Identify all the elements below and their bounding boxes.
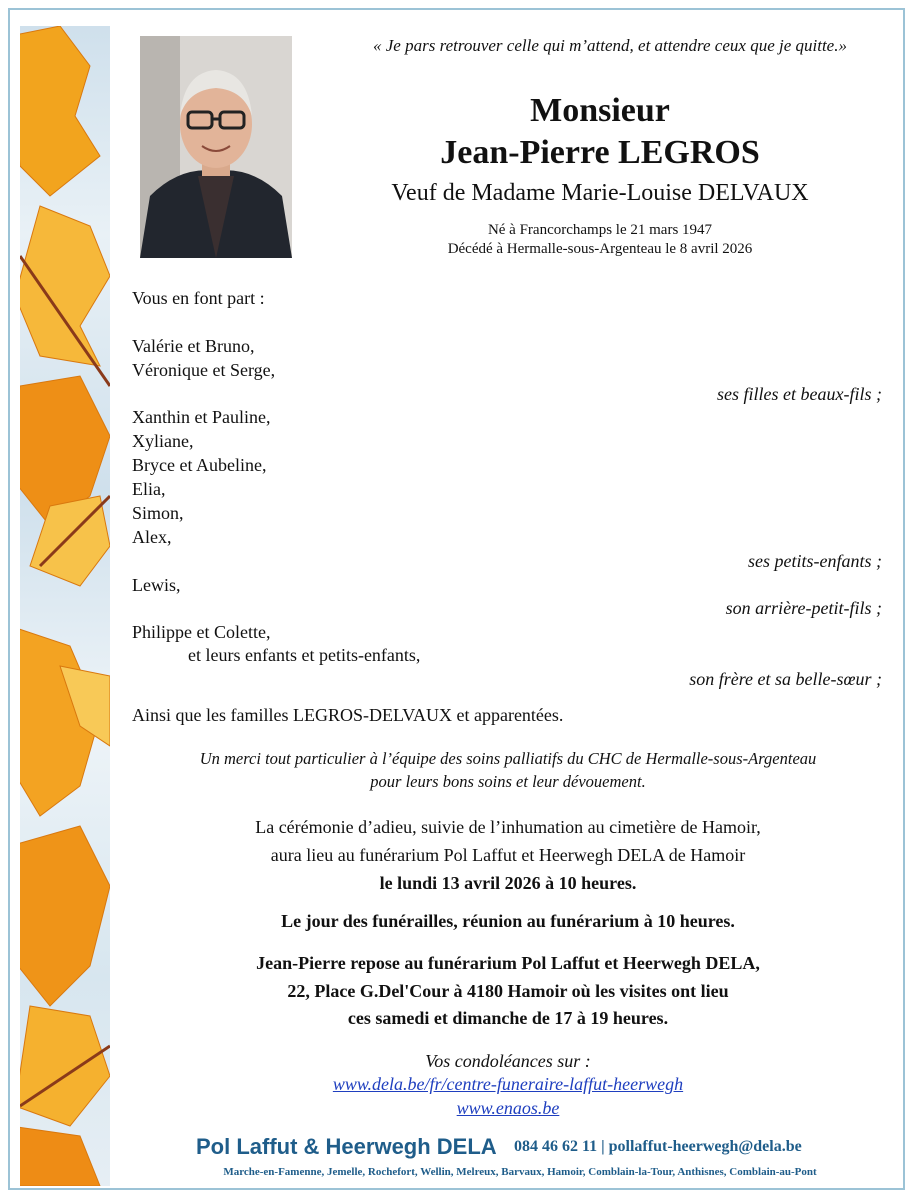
- relation-label: son arrière-petit-fils ;: [725, 598, 882, 618]
- family-line: Xanthin et Pauline,: [132, 407, 271, 427]
- deceased-name: Jean-Pierre LEGROS: [440, 134, 760, 171]
- condolences-link-enaos[interactable]: www.enaos.be: [456, 1098, 560, 1118]
- condolences-link-dela[interactable]: www.dela.be/fr/centre-funeraire-laffut-heerwegh: [332, 1074, 684, 1094]
- relation-label: ses filles et beaux-fils ;: [717, 384, 882, 404]
- family-line: Xyliane,: [132, 431, 194, 451]
- family-line: Philippe et Colette,: [132, 622, 271, 642]
- epitaph-quote: « Je pars retrouver celle qui m’attend, et attendre ceux que je quitte.»: [373, 36, 847, 55]
- ceremony-line: La cérémonie d’adieu, suivie de l’inhumation au cimetière de Hamoir,: [255, 817, 761, 837]
- autumn-leaves-strip: [20, 26, 110, 1186]
- relation-label: ses petits-enfants ;: [748, 551, 882, 571]
- meeting-line: Le jour des funérailles, réunion au funérarium à 10 heures.: [281, 911, 735, 931]
- visit-line: 22, Place G.Del'Cour à 4180 Hamoir où les visites ont lieu: [287, 981, 729, 1001]
- relation-label: son frère et sa belle-sœur ;: [689, 669, 882, 689]
- family-line: Alex,: [132, 527, 172, 547]
- portrait-photo: [140, 36, 292, 258]
- family-line: Bryce et Aubeline,: [132, 455, 267, 475]
- family-line: Valérie et Bruno,: [132, 336, 255, 356]
- honorific: Monsieur: [530, 92, 670, 129]
- funeral-home-locations: Marche-en-Famenne, Jemelle, Rochefort, Wellin, Melreux, Barvaux, Hamoir, Comblain-la-Tour, Anthisnes, Comblain-au-Pont: [223, 1166, 817, 1178]
- ceremony-line: aura lieu au funérarium Pol Laffut et Heerwegh DELA de Hamoir: [270, 845, 746, 865]
- thanks-line: pour leurs bons soins et leur dévouement.: [370, 772, 646, 791]
- condolences-label: Vos condoléances sur :: [425, 1051, 591, 1071]
- family-line: Elia,: [132, 479, 166, 499]
- visit-line: ces samedi et dimanche de 17 à 19 heures.: [347, 1008, 669, 1028]
- intro-line: Vous en font part :: [132, 288, 265, 308]
- family-line: Simon,: [132, 503, 184, 523]
- family-line: Lewis,: [132, 575, 181, 595]
- family-line: et leurs enfants et petits-enfants,: [188, 645, 421, 665]
- thanks-line: Un merci tout particulier à l’équipe des soins palliatifs du CHC de Hermalle-sous-Argenteau: [199, 749, 817, 768]
- families-line: Ainsi que les familles LEGROS-DELVAUX et apparentées.: [132, 705, 564, 725]
- family-line: Véronique et Serge,: [132, 360, 276, 380]
- funeral-home-logo: Pol Laffut & Heerwegh DELA: [196, 1134, 497, 1159]
- visit-line: Jean-Pierre repose au funérarium Pol Laffut et Heerwegh DELA,: [256, 953, 760, 973]
- birth-info: Né à Francorchamps le 21 mars 1947: [487, 222, 713, 238]
- ceremony-date: le lundi 13 avril 2026 à 10 heures.: [379, 873, 637, 893]
- funeral-home-contact: 084 46 62 11 | pollaffut-heerwegh@dela.be: [514, 1138, 802, 1155]
- widow-of: Veuf de Madame Marie-Louise DELVAUX: [391, 180, 809, 206]
- death-info: Décédé à Hermalle-sous-Argenteau le 8 avril 2026: [447, 241, 753, 257]
